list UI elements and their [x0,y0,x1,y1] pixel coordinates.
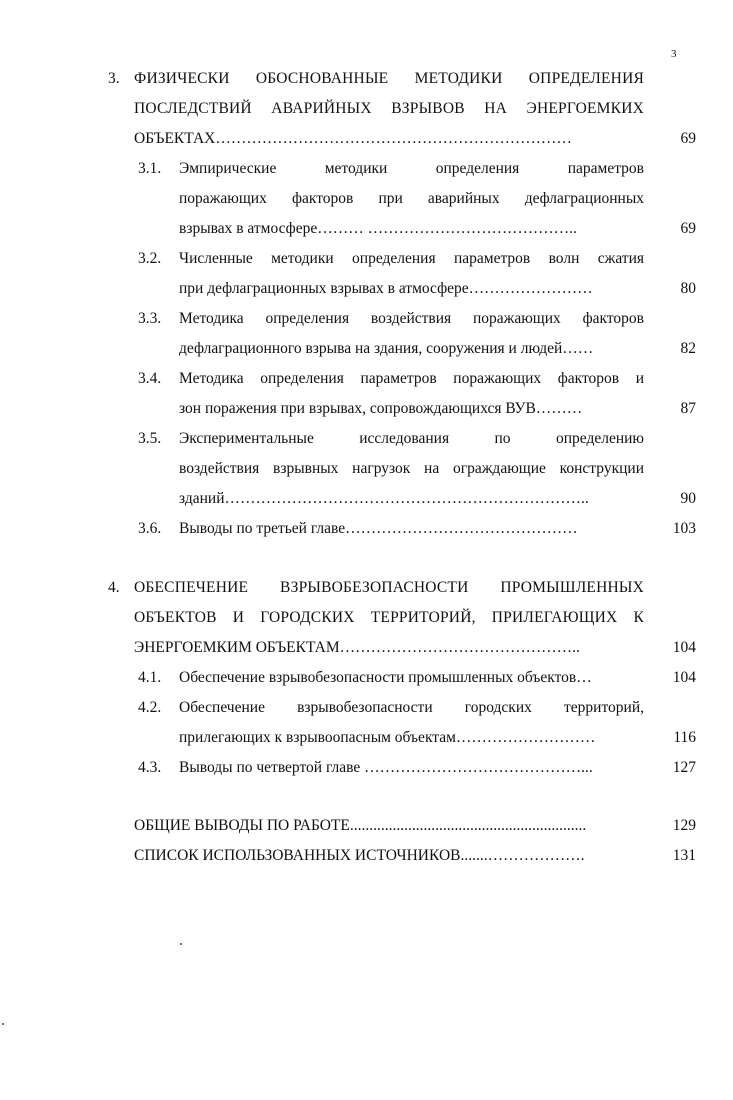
subsection-page: 90 [680,490,696,507]
subsection-number: 3.4. [138,370,162,387]
subsection-page: 127 [672,759,696,776]
subsection-page: 87 [680,400,696,417]
section-title-line-2: ПОСЛЕДСТВИЙ АВАРИЙНЫХ ВЗРЫВОВ НА ЭНЕРГОЕМКИХ [134,100,644,117]
scan-speck [180,943,182,945]
subsection-line: прилегающих к взрывоопасным объектам……………………… [179,729,596,746]
subsection-line: зон поражения при взрывах, сопровождающихся ВУВ……… [179,400,583,417]
section-title-line-3: ЭНЕРГОЕМКИМ ОБЪЕКТАМ……………………………………….. [134,639,580,656]
section-title-line-1: ОБЕСПЕЧЕНИЕ ВЗРЫВОБЕЗОПАСНОСТИ ПРОМЫШЛЕННЫХ [134,579,644,596]
general-conclusions-title: ОБЩИЕ ВЫВОДЫ ПО РАБОТЕ............................................................. [134,817,587,834]
subsection-line: Выводы по третьей главе……………………………………… [179,520,578,537]
subsection-line: при дефлаграционных взрывах в атмосфере…………………… [179,280,593,297]
subsection-line: Эмпирические методики определения параметров [179,160,644,177]
subsection-line: Обеспечение взрывобезопасности городских территорий, [179,699,644,716]
references-title: СПИСОК ИСПОЛЬЗОВАННЫХ ИСТОЧНИКОВ.......………………. [134,847,585,864]
subsection-page: 103 [672,520,696,537]
subsection-number: 4.1. [138,669,162,686]
subsection-number: 3.6. [138,520,162,537]
subsection-line: взрывах в атмосфере……… ………………………………….. [179,220,577,237]
section-title-line-2: ОБЪЕКТОВ И ГОРОДСКИХ ТЕРРИТОРИЙ, ПРИЛЕГАЮЩИХ К [134,609,644,626]
section-number: 4. [108,579,120,596]
scan-speck [2,1023,4,1025]
subsection-line: дефлаграционного взрыва на здания, сооружения и людей…… [179,340,594,357]
section-number: 3. [108,70,120,87]
subsection-number: 3.5. [138,430,162,447]
subsection-line: Обеспечение взрывобезопасности промышленных объектов… [179,669,592,686]
subsection-line: Выводы по четвертой главе ……………………………………... [179,759,593,776]
subsection-line: Методика определения параметров поражающих факторов и [179,370,644,387]
subsection-number: 3.1. [138,160,162,177]
subsection-line: поражающих факторов при аварийных дефлаграционных [179,190,644,207]
subsection-page: 116 [673,729,696,746]
section-page: 69 [680,130,696,147]
section-page: 104 [672,639,696,656]
references-page: 131 [672,847,696,864]
subsection-line: воздействия взрывных нагрузок на ограждающие конструкции [179,460,644,477]
subsection-line: Экспериментальные исследования по определению [179,430,644,447]
subsection-line: Численные методики определения параметров волн сжатия [179,250,644,267]
subsection-page: 82 [680,340,696,357]
subsection-line: зданий…………………………………………………………….. [179,490,589,507]
subsection-number: 4.3. [138,759,162,776]
subsection-page: 104 [672,669,696,686]
subsection-number: 3.2. [138,250,162,267]
page-number: 3 [671,48,677,60]
subsection-line: Методика определения воздействия поражающих факторов [179,310,644,327]
subsection-number: 4.2. [138,699,162,716]
subsection-number: 3.3. [138,310,162,327]
section-title-line-3: ОБЪЕКТАХ…………………………………………………………… [134,130,572,147]
section-title-line-1: ФИЗИЧЕСКИ ОБОСНОВАННЫЕ МЕТОДИКИ ОПРЕДЕЛЕНИЯ [134,70,644,87]
subsection-page: 69 [680,220,696,237]
subsection-page: 80 [680,280,696,297]
general-conclusions-page: 129 [672,817,696,834]
